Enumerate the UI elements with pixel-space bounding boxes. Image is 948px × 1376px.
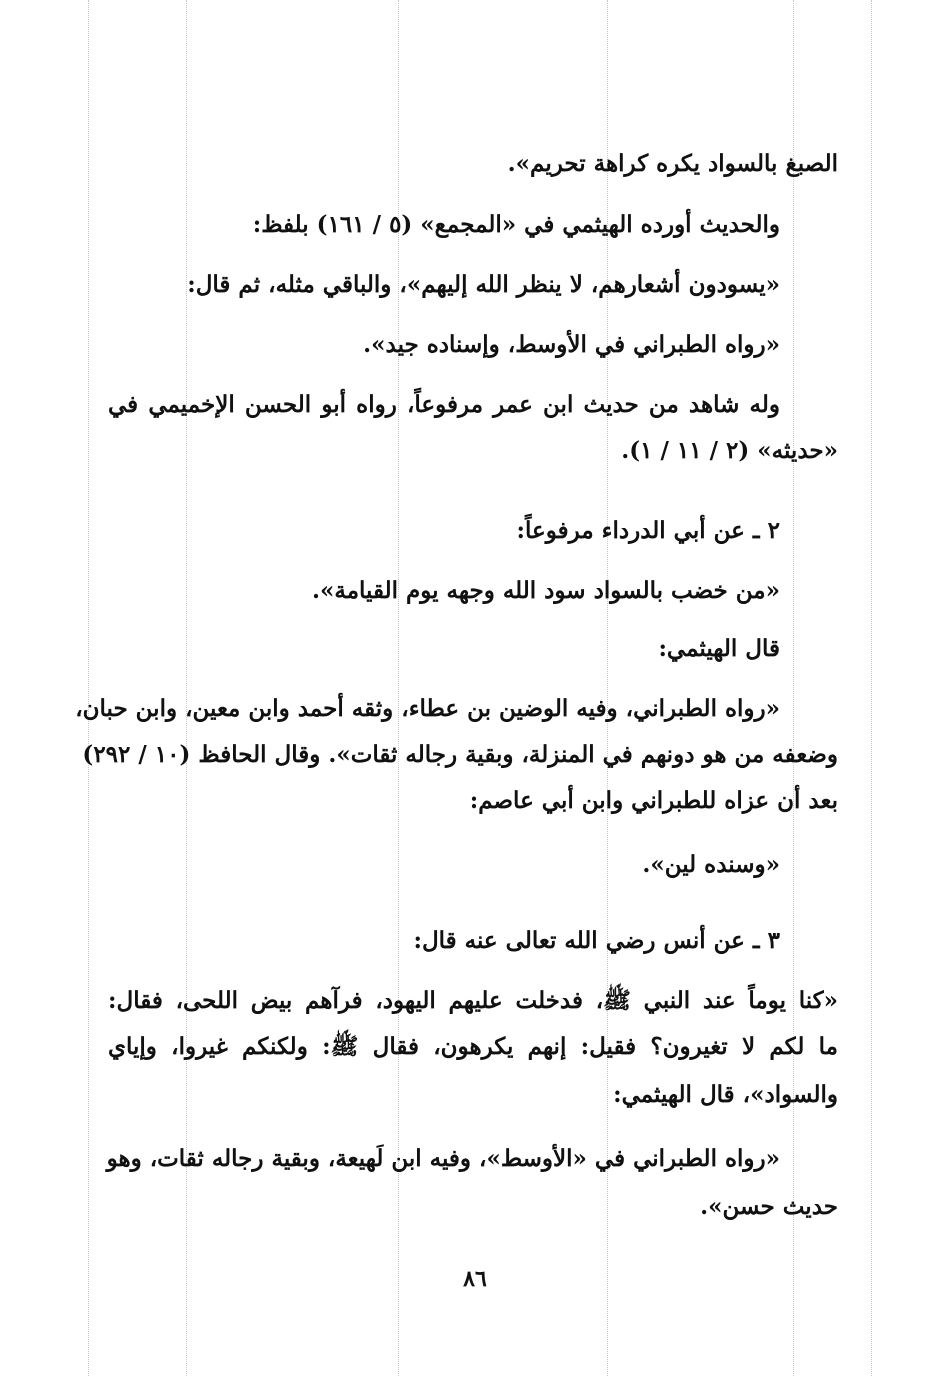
scan-guide-line <box>871 0 872 1376</box>
text-line: بعد أن عزاه للطبراني وابن أبي عاصم: <box>469 787 838 814</box>
text-line: وله شاهد من حديث ابن عمر مرفوعاً، رواه أبو الحسن الإخميمي في <box>108 391 780 418</box>
text-line: «حديثه» (٢ / ١١ / ١). <box>621 437 838 464</box>
text-line: الصبغ بالسواد يكره كراهة تحريم». <box>507 150 838 177</box>
page-number: ٨٦ <box>463 1266 487 1292</box>
text-line: «رواه الطبراني في «الأوسط»، وفيه ابن لَهيعة، وبقية رجاله ثقات، وهو <box>106 1145 780 1172</box>
scan-guide-line <box>88 0 89 1376</box>
section-heading: ٣ ـ عن أنس رضي الله تعالى عنه قال: <box>413 927 780 954</box>
text-line: والسواد»، قال الهيثمي: <box>613 1081 838 1108</box>
section-heading: ٢ ـ عن أبي الدرداء مرفوعاً: <box>516 517 780 544</box>
text-line: «كنا يوماً عند النبي ﷺ، فدخلت عليهم اليهود، فرآهم بيض اللحى، فقال: <box>108 987 838 1014</box>
text-line: وضعفه من هو دونهم في المنزلة، وبقية رجاله ثقات». وقال الحافظ (١٠ / ٢٩٢) <box>82 741 838 768</box>
text-line: «وسنده لين». <box>642 851 780 878</box>
text-line: قال الهيثمي: <box>658 635 780 662</box>
text-line: «من خضب بالسواد سود الله وجهه يوم القيامة». <box>312 577 780 604</box>
text-line: «يسودون أشعارهم، لا ينظر الله إليهم»، والباقي مثله، ثم قال: <box>187 271 780 298</box>
text-line: «رواه الطبراني في الأوسط، وإسناده جيد». <box>363 331 780 358</box>
text-line: «رواه الطبراني، وفيه الوضين بن عطاء، وثقه أحمد وابن معين، وابن حبان، <box>75 695 780 722</box>
text-line: ما لكم لا تغيرون؟ فقيل: إنهم يكرهون، فقال ﷺ: ولكنكم غيروا، وإياي <box>108 1033 838 1060</box>
scan-guide-line <box>793 0 794 1376</box>
text-line: حديث حسن». <box>700 1193 838 1220</box>
text-line: والحديث أورده الهيثمي في «المجمع» (٥ / ١٦١) بلفظ: <box>252 211 780 238</box>
